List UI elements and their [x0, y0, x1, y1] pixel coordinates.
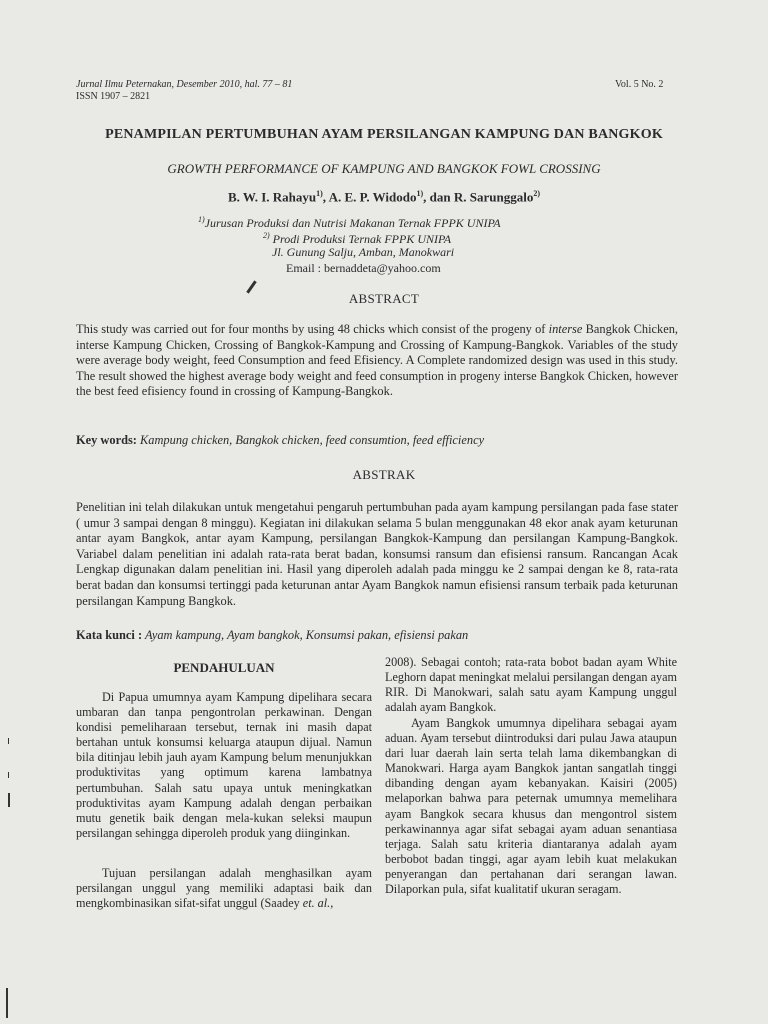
paper-subtitle: GROWTH PERFORMANCE OF KAMPUNG AND BANGKOK FOWL CROSSING	[167, 161, 601, 176]
abstract-body	[76, 322, 678, 400]
author-1: B. W. I. Rahayu	[227, 189, 317, 205]
author-list	[0, 189, 768, 205]
kata-kunci-line	[76, 626, 696, 644]
margin-mark	[6, 988, 8, 1018]
author-3-affil: 2)	[533, 189, 541, 198]
pendahuluan-paragraph-2-italic: et. al.,	[302, 896, 334, 911]
author-2: , A. E. P. Widodo	[322, 189, 417, 205]
margin-mark	[8, 793, 10, 807]
right-column-paragraph-1: 2008). Sebagai contoh; rata-rata bobot badan ayam White Leghorn dapat meningkat melalui persilangan dengan ayam RIR. Di Manokwari, salah satu ayam Kampung unggul adalah ayam Bangkok.	[385, 655, 677, 715]
author-3: , dan R. Sarunggalo	[423, 189, 534, 205]
affiliation-1-text: Jurusan Produksi dan Nutrisi Makanan Ternak FPPK UNIPA	[204, 216, 501, 230]
abstract-text-italic: interse	[548, 322, 583, 336]
margin-mark	[8, 738, 9, 744]
author-1-affil: 1)	[316, 189, 323, 198]
author-email: Email : bernaddeta@yahoo.com	[286, 261, 441, 275]
kata-kunci-text: Ayam kampung, Ayam bangkok, Konsumsi pakan, efisiensi pakan	[142, 628, 469, 642]
pendahuluan-heading: PENDAHULUAN	[173, 660, 275, 675]
right-column-paragraph-2: Ayam Bangkok umumnya dipelihara sebagai ayam aduan. Ayam tersebut diintroduksi dari pulau Jawa ataupun dari luar daerah lain serta telah lama dikembangkan di Manokwari. Harga ayam Bangkok jantan sangatlah tinggi dibanding dengan ayam kebanyakan. Kaisiri (2005) melaporkan bahwa para peternak umumnya memelihara ayam Bangkok secara khusus dan mengontrol sistem perkawinannya agar sifat sebagai ayam aduan senantiasa terjaga. Salah satu kriteria diantaranya adalah ayam berbobot badan tinggi, agar ayam lebih kuat melakukan penyerangan dan pertahanan dari serangan lawan. Dilaporkan pula, sifat kualitatif ukuran seragam.	[385, 716, 677, 897]
journal-citation: Jurnal Ilmu Peternakan, Desember 2010, hal. 77 – 81	[76, 79, 293, 90]
paper-title: PENAMPILAN PERTUMBUHAN AYAM PERSILANGAN KAMPUNG DAN BANGKOK	[105, 127, 663, 142]
abstrak-body: Penelitian ini telah dilakukan untuk mengetahui pengaruh pertumbuhan pada ayam kampung persilangan pada fase stater ( umur 3 sampai dengan 8 minggu). Kegiatan ini dilakukan selama 5 bulan menggunakan 48 ekor anak ayam keturunan antar ayam Bangkok, antar ayam Kampung, persilangan Bangkok-Kampung dan persilangan Kampung-Bangkok. Variabel dalam penelitian ini adalah rata-rata berat badan, konsumsi ransum dan efisiensi ransum. Rancangan Acak Lengkap digunakan dalam penelitian ini. Hasil yang diperoleh adalah pada minggu ke 2 sampai dengan ke 8, rata-rata berat badan dan konsumsi tertinggi pada keturunan antar Ayam Bangkok namun efisiensi ransum terbaik pada keturunan persilangan Kampung Bangkok.	[76, 500, 678, 608]
affiliation-3: Jl. Gunung Salju, Amban, Manokwari	[272, 245, 455, 259]
kata-kunci-label: Kata kunci :	[76, 628, 143, 642]
pendahuluan-paragraph-2-text: Tujuan persilangan adalah menghasilkan ayam persilangan unggul yang memiliki adaptasi baik dan mengkombinasikan sifat-sifat unggul (Saadey	[76, 866, 372, 911]
abstract-text-1: This study was carried out for four months by using 48 chicks which consist of the progeny of	[76, 322, 549, 336]
keywords-line	[76, 431, 696, 449]
affiliation-1-mark: 1)	[198, 215, 205, 224]
keywords-label: Key words:	[76, 433, 137, 447]
margin-mark	[8, 772, 9, 778]
affiliation-2-text: Prodi Produksi Ternak FPPK UNIPA	[269, 232, 452, 246]
pendahuluan-paragraph-1: Di Papua umumnya ayam Kampung dipelihara secara umbaran dan tanpa pengontrolan perkawinan. Dengan kondisi pemeliharaan tersebut, ternak ini masih dapat bertahan untuk konsumsi keluarga ataupun dijual. Namun bila ditinjau lebih jauh ayam Kampung belum menunjukkan produktivitas yang optimum karena lambatnya pertumbuhan. Salah satu upaya untuk meningkatkan produktivitas ayam Kampung adalah dengan perbaikan mutu genetik baik dengan mela-kukan seleksi maupun persilangan sehingga diperoleh produk yang diinginkan.	[76, 690, 372, 840]
affiliation-2-mark: 2)	[263, 231, 270, 240]
keywords-text: Kampung chicken, Bangkok chicken, feed consumtion, feed efficiency	[136, 433, 485, 447]
abstract-heading: ABSTRACT	[348, 291, 420, 306]
pendahuluan-paragraph-2	[76, 866, 372, 911]
author-2-affil: 1)	[416, 189, 424, 198]
abstract-text-2: Bangkok Chicken, interse Kampung Chicken, Crossing of Bangkok-Kampung and Crossing of Kampung-Bangkok. Variables of the study were average body weight, feed Consumption and feed Efisiency. A Complete randomized design was used in this study. The result showed the highest average body weight and feed consumption in progeny interse Bangkok Chicken, however the best feed efisiency found in crossing of Kampung-Bangkok.	[76, 322, 679, 399]
issn: ISSN 1907 – 2821	[76, 91, 151, 102]
abstrak-heading: ABSTRAK	[352, 467, 416, 482]
volume-number: Vol. 5 No. 2	[615, 79, 664, 90]
